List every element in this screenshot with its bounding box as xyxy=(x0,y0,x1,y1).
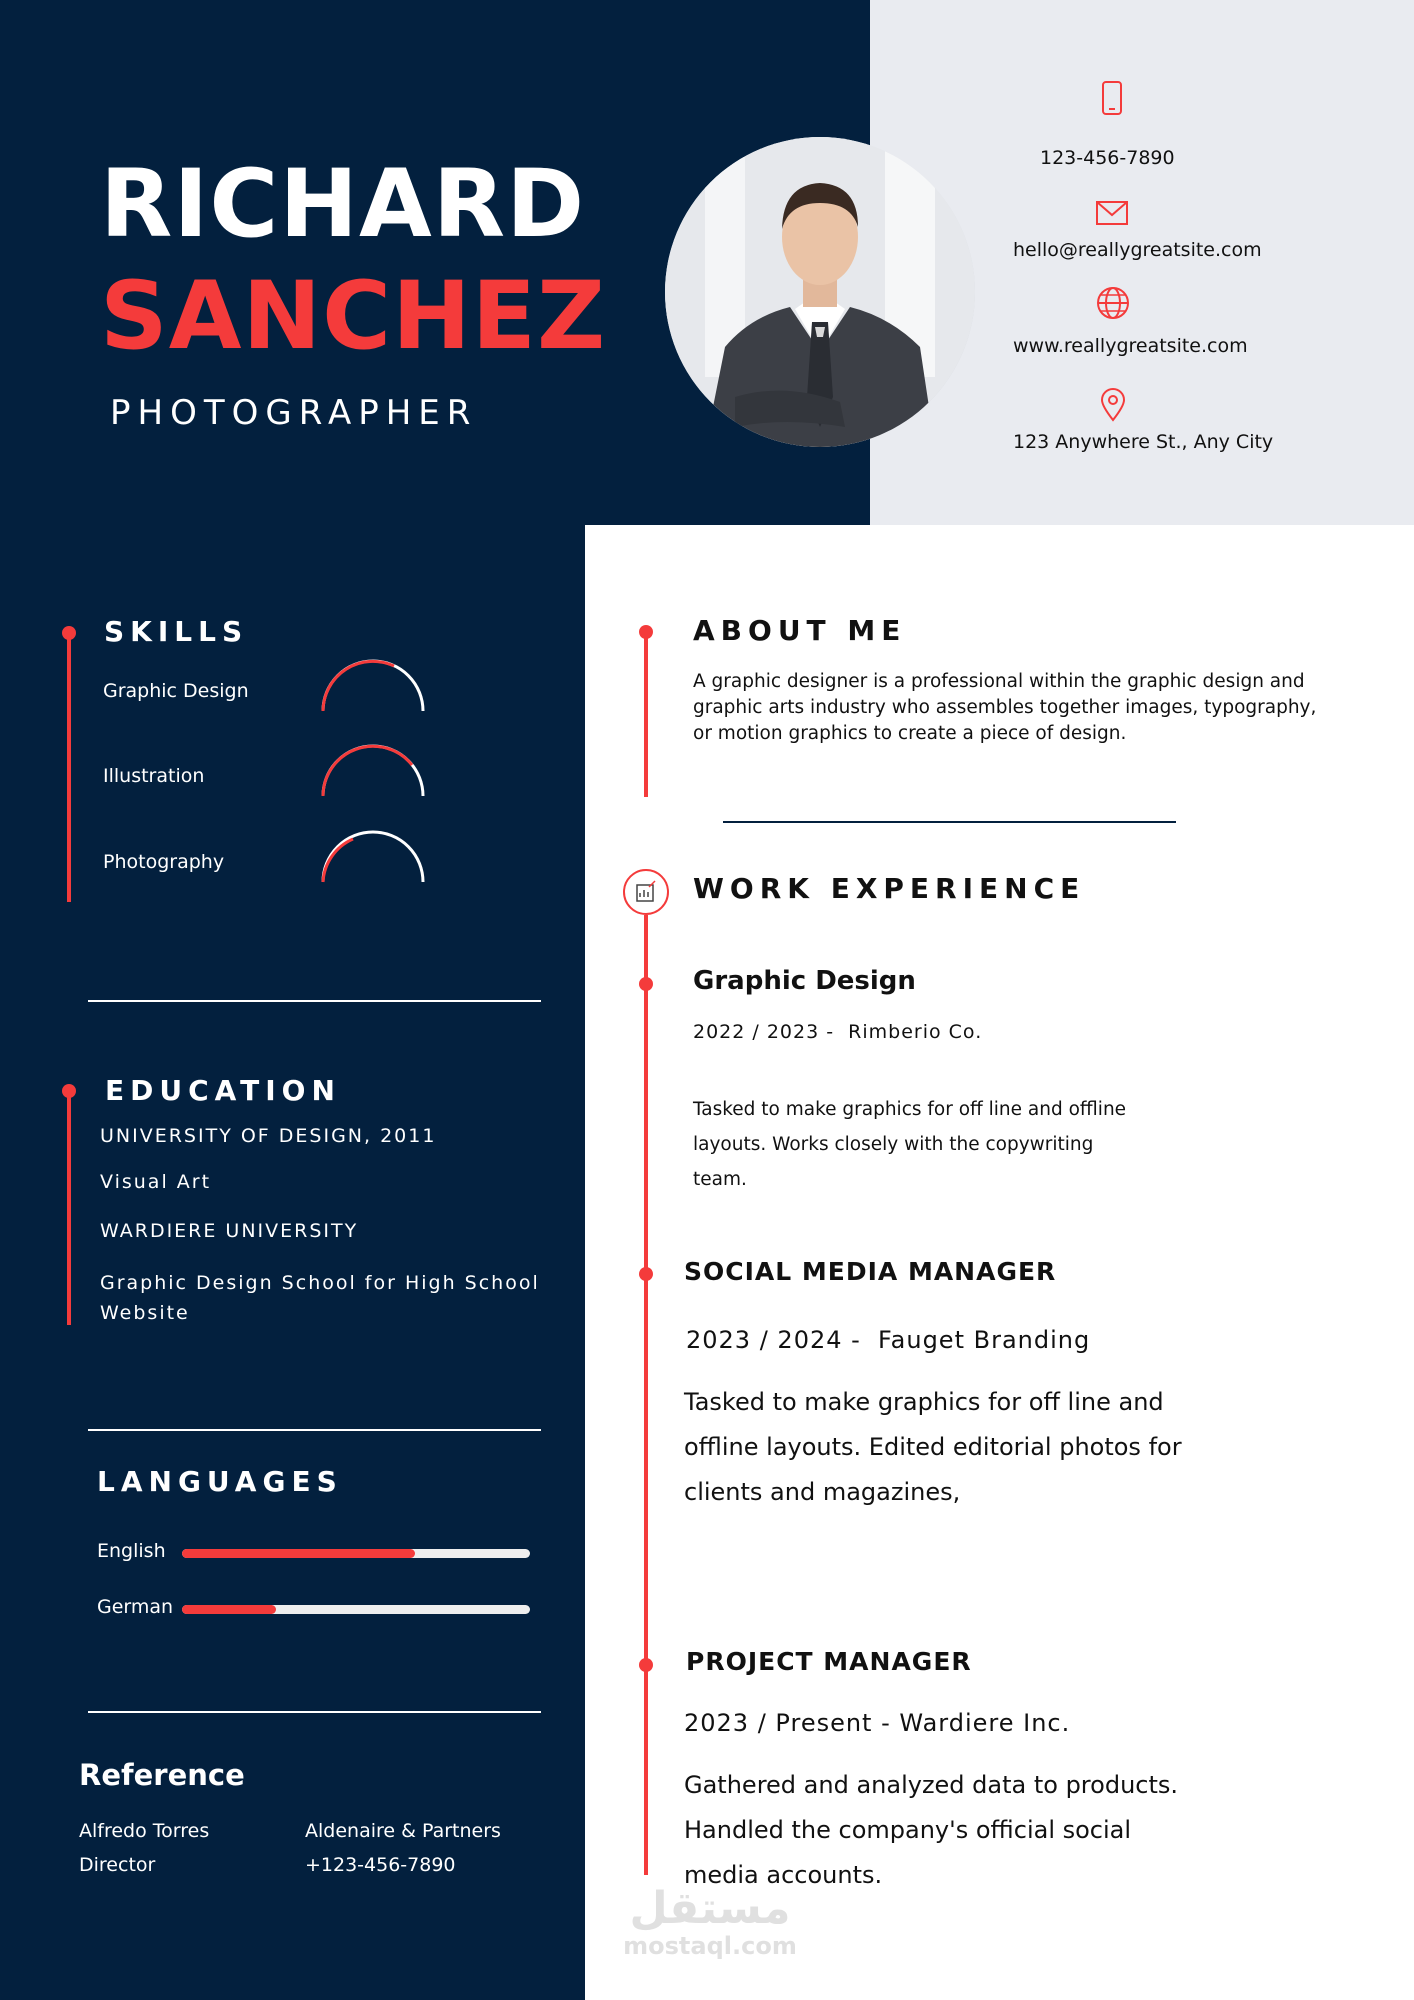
reference-name: Alfredo Torres xyxy=(79,1820,210,1842)
divider xyxy=(88,1429,541,1431)
skills-timeline xyxy=(67,632,71,902)
language-bar-fill xyxy=(182,1605,276,1614)
job-description: Tasked to make graphics for off line and offline layouts. Works closely with the copywriting team. xyxy=(693,1099,1127,1190)
job-period: 2023 / Present - Wardiere Inc. xyxy=(684,1709,1071,1737)
job-period: 2023 / 2024 - Fauget Branding xyxy=(686,1326,1091,1354)
contact-website: www.reallygreatsite.com xyxy=(1013,335,1248,357)
skills-title: SKILLS xyxy=(104,615,249,648)
watermark-latin: mostaql.com xyxy=(623,1932,797,1960)
about-dot xyxy=(639,625,653,639)
briefcase-chart-icon xyxy=(622,868,670,916)
contact-phone: 123-456-7890 xyxy=(1040,147,1175,169)
watermark-arabic: مستقل xyxy=(629,1883,791,1934)
work-timeline xyxy=(644,915,648,1875)
job-title: PROJECT MANAGER xyxy=(686,1647,972,1676)
mail-icon xyxy=(1095,200,1129,226)
skill-gauge-track xyxy=(323,832,423,882)
contact-address: 123 Anywhere St., Any City xyxy=(1013,431,1274,453)
skill-gauge-fill xyxy=(323,661,394,711)
divider xyxy=(723,821,1176,823)
reference-company: Aldenaire & Partners xyxy=(305,1820,501,1842)
job-period: 2022 / 2023 - Rimberio Co. xyxy=(693,1021,983,1043)
job-title: PHOTOGRAPHER xyxy=(110,393,478,433)
job-description: Tasked to make graphics for off line and offline layouts. Edited editorial photos for clients and magazines, xyxy=(684,1388,1182,1506)
contact-email: hello@reallygreatsite.com xyxy=(1013,239,1262,261)
job-title: SOCIAL MEDIA MANAGER xyxy=(684,1257,1057,1286)
language-bar-track xyxy=(182,1549,530,1558)
phone-icon xyxy=(1101,80,1123,116)
skill-label: Graphic Design xyxy=(103,680,249,702)
language-bar-fill xyxy=(182,1549,415,1558)
last-name: SANCHEZ xyxy=(100,262,607,371)
language-label: German xyxy=(97,1596,174,1618)
about-text: A graphic designer is a professional within the graphic design and graphic arts industry who assembles together images, typography, or motion graphics to create a piece of design. xyxy=(693,671,1317,744)
skill-label: Photography xyxy=(103,851,225,873)
education-dot xyxy=(62,1084,76,1098)
portrait-illustration xyxy=(665,137,975,447)
language-bar-track xyxy=(182,1605,530,1614)
job-dot xyxy=(639,1658,653,1672)
skills-dot xyxy=(62,626,76,640)
education-timeline xyxy=(67,1090,71,1325)
work-title: WORK EXPERIENCE xyxy=(693,872,1086,905)
skill-label: Illustration xyxy=(103,765,205,787)
first-name: RICHARD xyxy=(100,150,586,259)
skill-gauge xyxy=(318,656,428,716)
divider xyxy=(88,1711,541,1713)
job-description: Gathered and analyzed data to products. Handled the company's official social media accounts. xyxy=(684,1771,1179,1889)
location-pin-icon xyxy=(1100,388,1126,422)
globe-icon xyxy=(1096,286,1130,320)
education-line: Visual Art xyxy=(100,1171,212,1193)
job-dot xyxy=(639,1267,653,1281)
skill-gauge xyxy=(318,741,428,801)
watermark xyxy=(620,1885,800,1959)
skill-gauge-track xyxy=(323,661,423,711)
education-title: EDUCATION xyxy=(105,1074,341,1107)
language-label: English xyxy=(97,1540,166,1562)
about-timeline xyxy=(644,632,648,797)
job-title: Graphic Design xyxy=(693,966,916,996)
skill-gauge xyxy=(318,827,428,887)
skill-gauge-fill xyxy=(323,746,412,796)
profile-photo xyxy=(665,137,975,447)
education-line: WARDIERE UNIVERSITY xyxy=(100,1220,359,1242)
skill-gauge-track xyxy=(323,746,423,796)
education-line: Graphic Design School for High School Website xyxy=(100,1272,540,1324)
reference-role: Director xyxy=(79,1854,156,1876)
job-dot xyxy=(639,977,653,991)
reference-phone: +123-456-7890 xyxy=(305,1854,456,1876)
education-line: UNIVERSITY OF DESIGN, 2011 xyxy=(100,1125,437,1147)
languages-title: LANGUAGES xyxy=(97,1465,343,1498)
divider xyxy=(88,1000,541,1002)
reference-title: Reference xyxy=(79,1758,245,1792)
about-title: ABOUT ME xyxy=(693,614,907,647)
